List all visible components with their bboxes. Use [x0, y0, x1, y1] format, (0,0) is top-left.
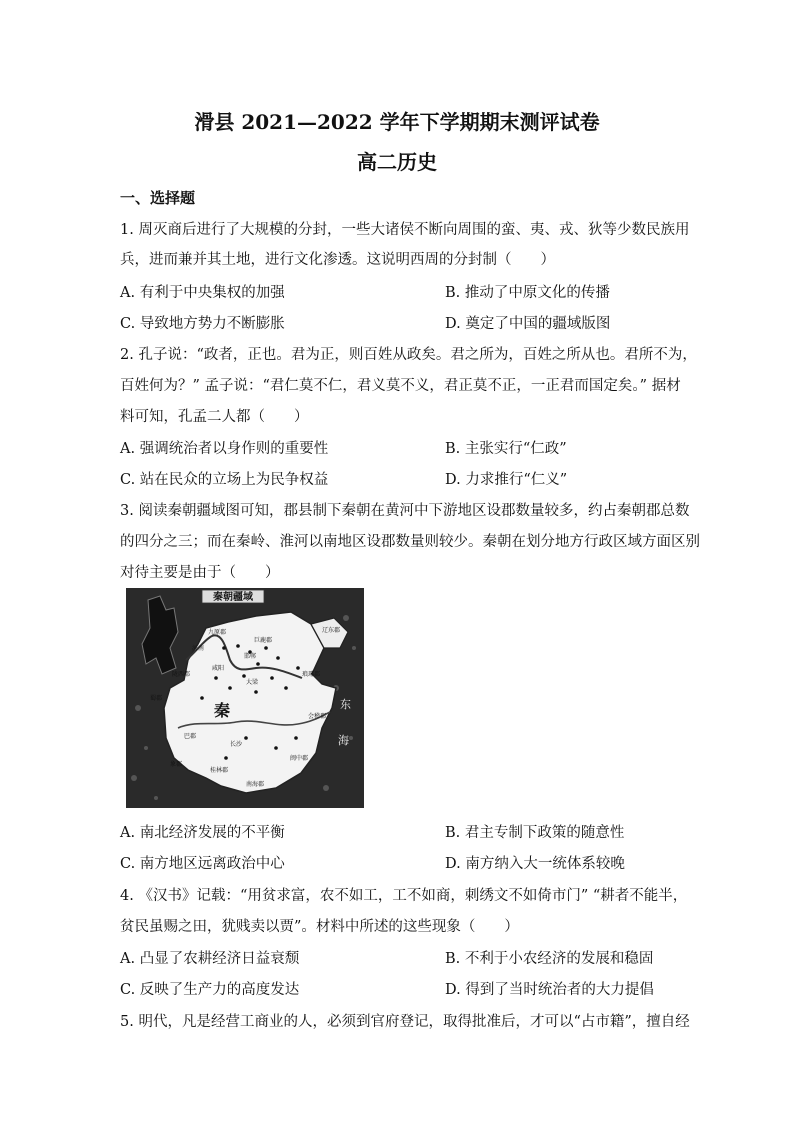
q1-option-c: C. 导致地方势力不断膨胀 [120, 316, 285, 332]
map-place-label: 象郡 [170, 761, 183, 768]
map-place-label: 巴郡 [184, 733, 197, 740]
q4-option-a: A. 凸显了农耕经济日益衰颓 [120, 951, 300, 967]
map-place-label: 琅琊郡 [302, 671, 321, 678]
q3-stem-line-2: 的四分之三；而在秦岭、淮河以南地区设郡数量则较少。秦朝在划分地方行政区域方面区别 [120, 534, 700, 550]
q3-option-a: A. 南北经济发展的不平衡 [120, 825, 285, 841]
map-title: 秦朝疆域 [213, 592, 253, 603]
q4-option-c: C. 反映了生产力的高度发达 [120, 982, 300, 998]
q1-stem-line-1: 1. 周灭商后进行了大规模的分封，一些大诸侯不断向周围的蛮、夷、戎、狄等少数民族用 [120, 222, 690, 238]
exam-title: 滑县 2021—2022 学年下学期期末测评试卷 [194, 110, 600, 134]
map-place-label: 蜀郡 [150, 695, 163, 702]
q3-option-c: C. 南方地区远离政治中心 [120, 856, 285, 872]
map-place-label: 邯郸 [244, 653, 257, 660]
q1-stem-line-2: 兵，进而兼并其土地，进行文化渗透。这说明西周的分封制（ ） [120, 252, 555, 268]
q4-option-b: B. 不利于小农经济的发展和稳固 [445, 951, 654, 967]
map-place-label: 九原郡 [208, 629, 227, 636]
q1-option-d: D. 奠定了中国的疆域版图 [445, 316, 611, 332]
q4-stem-line-2: 贫民虽赐之田，犹贱卖以贾”。材料中所述的这些现象（ ） [120, 919, 519, 935]
map-place-label: 大梁 [246, 679, 259, 686]
q2-option-c: C. 站在民众的立场上为民争权益 [120, 472, 329, 488]
q3-stem-line-1: 3. 阅读秦朝疆域图可知，郡县制下秦朝在黄河中下游地区设郡数量较多，约占秦朝郡总数 [120, 503, 690, 519]
map-place-label: 巨鹿郡 [254, 637, 273, 644]
qin-dynasty-map [126, 588, 364, 808]
q3-stem-line-3: 对待主要是由于（ ） [120, 565, 280, 581]
map-place-label: 桂林郡 [210, 767, 229, 774]
map-place-label: 南海郡 [246, 781, 265, 788]
map-label-qin: 秦 [214, 701, 231, 720]
q2-option-b: B. 主张实行“仁政” [445, 441, 567, 457]
q4-stem-line-1: 4. 《汉书》记载：“用贫求富，农不如工，工不如商，刺绣文不如倚市门” “耕者不能半， [120, 888, 688, 904]
map-place-label: 辽东郡 [322, 627, 341, 634]
q1-option-a: A. 有利于中央集权的加强 [120, 285, 285, 301]
q2-stem-line-1: 2. 孔子说：“政者，正也。君为正，则百姓从政矣。君之所为，百姓之所从也。君所不为， [120, 347, 697, 363]
q5-stem-line-1: 5. 明代，凡是经营工商业的人，必须到官府登记，取得批准后，才可以“占市籍”，擅自经 [120, 1014, 690, 1030]
map-place-label: 陇西郡 [172, 671, 191, 678]
section-heading: 一、选择题 [120, 189, 196, 207]
map-place-label: 长沙 [230, 741, 243, 748]
q3-option-b: B. 君主专制下政策的随意性 [445, 825, 625, 841]
map-place-label: 河南 [192, 645, 205, 652]
q3-option-d: D. 南方纳入大一统体系较晚 [445, 856, 625, 872]
q2-option-d: D. 力求推行“仁义” [445, 472, 568, 488]
map-place-label: 咸阳 [212, 665, 225, 672]
exam-subject: 高二历史 [357, 150, 437, 174]
map-label-hai: 海 [338, 734, 349, 747]
q1-option-b: B. 推动了中原文化的传播 [445, 285, 610, 301]
map-place-label: 闽中郡 [290, 755, 309, 762]
q2-stem-line-3: 料可知，孔孟二人都（ ） [120, 409, 309, 425]
q2-stem-line-2: 百姓何为？” 孟子说：“君仁莫不仁，君义莫不义，君正莫不正，一正君而国定矣。” 据材 [120, 378, 681, 394]
q4-option-d: D. 得到了当时统治者的大力提倡 [445, 982, 654, 998]
map-place-label: 会稽郡 [308, 713, 327, 720]
map-label-dong: 东 [340, 698, 351, 711]
q2-option-a: A. 强调统治者以身作则的重要性 [120, 441, 329, 457]
